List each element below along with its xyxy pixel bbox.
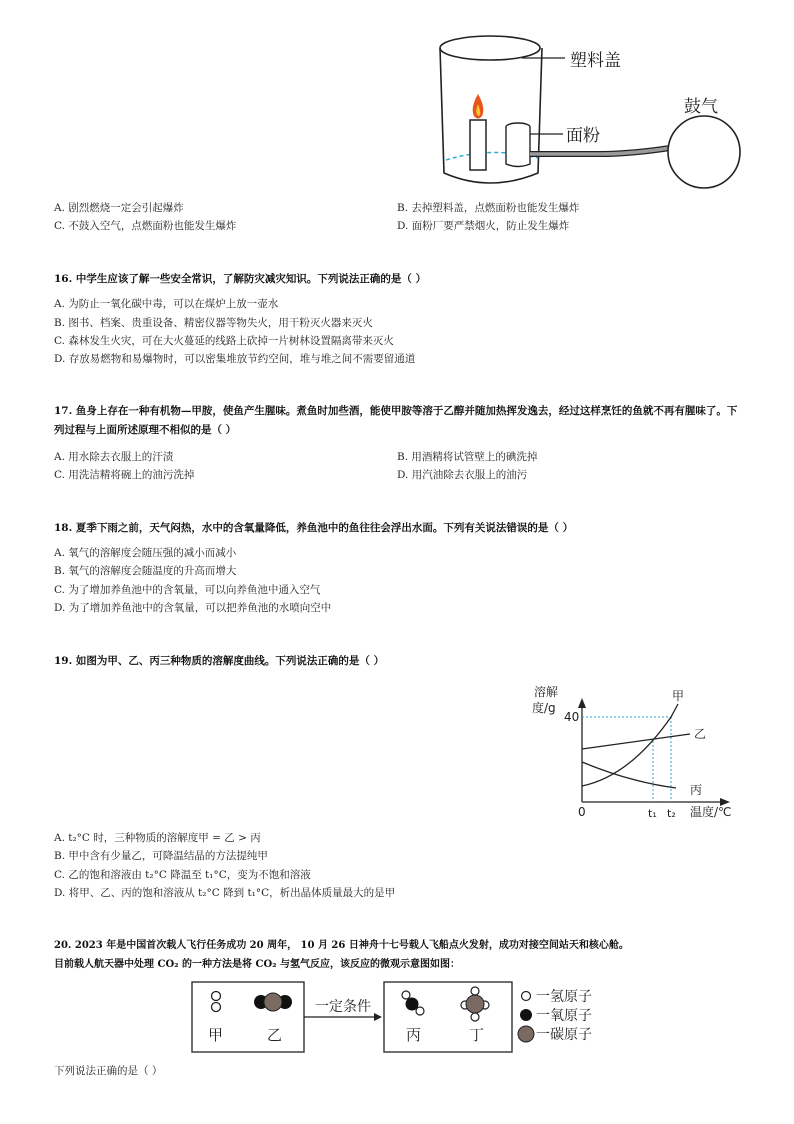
origin-label: 0 xyxy=(578,805,586,819)
xlabel: 温度/℃ xyxy=(690,805,732,819)
series-jia-label: 甲 xyxy=(672,689,685,703)
h2-atom-1 xyxy=(212,992,221,1001)
candle xyxy=(470,120,486,170)
curve-jia xyxy=(582,704,678,786)
curve-bing xyxy=(582,762,676,788)
flour-label: 面粉 xyxy=(566,126,600,146)
h2o-h2 xyxy=(416,1007,424,1015)
legend-o-icon xyxy=(520,1009,532,1021)
q15-option-a: A. 剧烈燃烧一定会引起爆炸 xyxy=(54,202,184,214)
q20-question: 下列说法正确的是（ ） xyxy=(54,1065,163,1077)
series-yi-label: 乙 xyxy=(694,727,707,741)
label-jia: 甲 xyxy=(208,1026,224,1044)
lid-ellipse xyxy=(440,36,540,60)
combustion-apparatus-figure xyxy=(430,28,750,198)
h2-atom-2 xyxy=(212,1003,221,1012)
q17-option-a: A. 用水除去衣服上的汗渍 xyxy=(54,451,174,463)
ylabel-line2: 度/g xyxy=(532,701,556,715)
t1-label: t₁ xyxy=(648,807,657,820)
solubility-curve-figure xyxy=(530,684,750,822)
reaction-microscopic-figure xyxy=(190,980,620,1056)
ch4-h-bottom xyxy=(471,1013,479,1021)
q19-stem: 19. 如图为甲、乙、丙三种物质的溶解度曲线。下列说法正确的是（ ） xyxy=(54,655,385,667)
label-ding: 丁 xyxy=(469,1026,485,1044)
legend-c-label: 一碳原子 xyxy=(536,1027,592,1043)
legend-h-label: 一氢原子 xyxy=(536,989,592,1005)
blow-label: 鼓气 xyxy=(684,97,718,117)
y-tick-40: 40 xyxy=(564,710,580,724)
q17-stem: 17. 鱼身上存在一种有机物—甲胺，使鱼产生腥味。煮鱼时加些酒，能使甲胺等溶于乙醇并随加热挥发逸去，经过这样烹饪的鱼就不再有腥味了。下列过程与上面所述原理不相似的是（ ） xyxy=(54,405,738,436)
label-bing: 丙 xyxy=(406,1026,422,1044)
q18-option-c: C. 为了增加养鱼池中的含氧量，可以向养鱼池中通入空气 xyxy=(54,584,321,596)
q19-option-a: A. t₂°C 时，三种物质的溶解度甲 = 乙 > 丙 xyxy=(54,832,261,844)
q15-option-b: B. 去掉塑料盖，点燃面粉也能发生爆炸 xyxy=(397,202,580,214)
condition-label: 一定条件 xyxy=(315,999,371,1015)
ch4-c xyxy=(466,995,484,1013)
curve-yi xyxy=(582,734,690,749)
q17-option-c: C. 用洗洁精将碗上的油污洗掉 xyxy=(54,469,195,481)
legend-o-label: 一氧原子 xyxy=(536,1008,592,1024)
q18-option-a: A. 氧气的溶解度会随压强的减小而减小 xyxy=(54,547,237,559)
y-axis-arrow xyxy=(578,698,586,708)
label-yi: 乙 xyxy=(267,1026,283,1044)
q17-option-b: B. 用酒精将试管壁上的碘洗掉 xyxy=(397,451,538,463)
q15-option-c: C. 不鼓入空气，点燃面粉也能发生爆炸 xyxy=(54,220,237,232)
ch4-h-top xyxy=(471,987,479,995)
q16-option-a: A. 为防止一氧化碳中毒，可以在煤炉上放一壶水 xyxy=(54,298,279,310)
q17-option-d: D. 用汽油除去衣服上的油污 xyxy=(397,469,528,481)
q16-option-d: D. 存放易燃物和易爆物时，可以密集堆放节约空间，堆与堆之间不需要留通道 xyxy=(54,353,416,365)
q18-option-d: D. 为了增加养鱼池中的含氧量，可以把养鱼池的水喷向空中 xyxy=(54,602,332,614)
q16-option-b: B. 图书、档案、贵重设备、精密仪器等物失火，用干粉灭火器来灭火 xyxy=(54,317,373,329)
q20-stem-line2: 目前载人航天器中处理 CO₂ 的一种方法是将 CO₂ 与氢气反应，该反应的微观示意图如图： xyxy=(54,959,461,970)
ylabel-line1: 溶解 xyxy=(534,685,559,699)
blower-bulb xyxy=(668,116,740,188)
h2o-h1 xyxy=(402,991,410,999)
t2-label: t₂ xyxy=(667,807,676,820)
q20-stem-line1: 20. 2023 年是中国首次载人飞行任务成功 20 周年， 10 月 26 日神舟十七号载人飞船点火发射，成功对接空间站天和核心舱。 xyxy=(54,940,629,951)
q19-option-d: D. 将甲、乙、丙的饱和溶液从 t₂°C 降到 t₁°C，析出晶体质量最大的是甲 xyxy=(54,887,396,899)
q15-option-d: D. 面粉厂要严禁烟火，防止发生爆炸 xyxy=(397,220,570,232)
q19-option-b: B. 甲中含有少量乙，可降温结晶的方法提纯甲 xyxy=(54,850,268,862)
q16-option-c: C. 森林发生火灾，可在大火蔓延的线路上砍掉一片树林设置隔离带来灭火 xyxy=(54,335,394,347)
legend-c-icon xyxy=(518,1026,534,1042)
q19-option-c: C. 乙的饱和溶液由 t₂°C 降温至 t₁°C，变为不饱和溶液 xyxy=(54,869,311,881)
co2-c xyxy=(264,993,282,1011)
lid-label: 塑料盖 xyxy=(570,51,621,71)
series-bing-label: 丙 xyxy=(690,783,703,797)
q18-option-b: B. 氧气的溶解度会随温度的升高而增大 xyxy=(54,565,237,577)
legend-h-icon xyxy=(522,992,531,1001)
q16-stem: 16. 中学生应该了解一些安全常识，了解防灾减灾知识。下列说法正确的是（ ） xyxy=(54,273,427,285)
q18-stem: 18. 夏季下雨之前，天气闷热，水中的含氧量降低，养鱼池中的鱼往往会浮出水面。下列有关说法错误的是（ ） xyxy=(54,522,574,534)
flour-cup xyxy=(506,127,530,167)
arrowhead xyxy=(374,1013,382,1021)
